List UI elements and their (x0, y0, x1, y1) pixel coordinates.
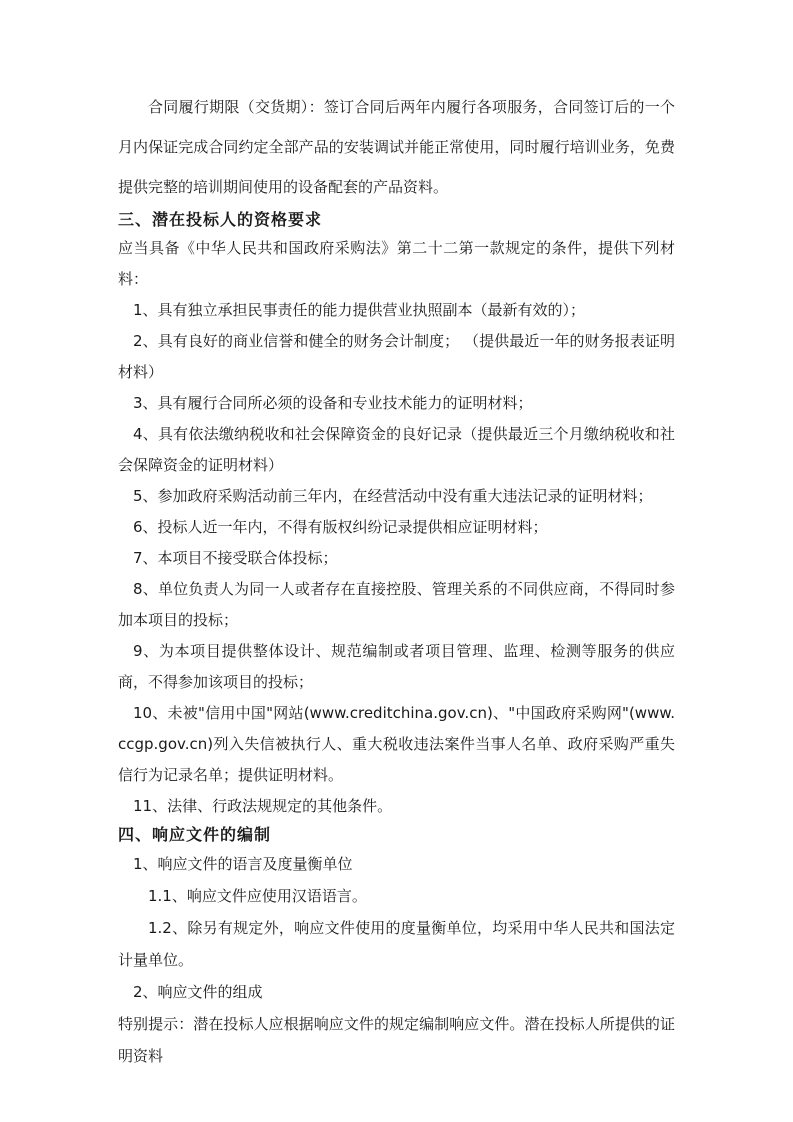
response-item-1-2: 1.2、除另有规定外，响应文件使用的度量衡单位，均采用中华人民共和国法定计量单位。 (118, 919, 675, 969)
qualification-item-9: 9、为本项目提供整体设计、规范编制或者项目管理、监理、检测等服务的供应商，不得参加该项目的投标； (118, 642, 675, 691)
special-note: 特别提示：潜在投标人应根据响应文件的规定编制响应文件。潜在投标人所提供的证明资料 (118, 1015, 675, 1065)
qualification-item-7: 7、本项目不接受联合体投标； (133, 549, 338, 567)
qualification-item-11: 11、法律、行政法规规定的其他条件。 (133, 797, 393, 815)
qualification-item-8: 8、单位负责人为同一人或者存在直接控股、管理关系的不同供应商，不得同时参加本项目的投标； (118, 580, 675, 629)
response-item-1-1: 1.1、响应文件应使用汉语语言。 (148, 887, 367, 905)
response-item-2: 2、响应文件的组成 (133, 983, 263, 1001)
contract-period-paragraph: 合同履行期限（交货期）：签订合同后两年内履行各项服务，合同签订后的一个月内保证完成合同约定全部产品的安装调试并能正常使用，同时履行培训业务，免费提供完整的培训期间使用的设备配套的产品资料。 (118, 98, 675, 196)
qualification-item-6: 6、投标人近一年内，不得有版权纠纷记录提供相应证明材料； (133, 518, 548, 536)
section4-heading: 四、响应文件的编制 (118, 825, 272, 844)
qualification-intro: 应当具备《中华人民共和国政府采购法》第二十二第一款规定的条件，提供下列材料： (118, 239, 675, 288)
qualification-item-3: 3、具有履行合同所必须的设备和专业技术能力的证明材料； (133, 394, 533, 412)
qualification-item-4: 4、具有依法缴纳税收和社会保障资金的良好记录（提供最近三个月缴纳税收和社会保障资金的证明材料） (118, 425, 675, 474)
response-item-1: 1、响应文件的语言及度量衡单位 (133, 855, 353, 873)
qualification-item-5: 5、参加政府采购活动前三年内，在经营活动中没有重大违法记录的证明材料； (133, 487, 653, 505)
qualification-item-1: 1、具有独立承担民事责任的能力提供营业执照副本（最新有效的）； (133, 301, 586, 319)
qualification-item-10: 10、未被"信用中国"网站(www.creditchina.gov.cn)、"中国政府采购网"(www.ccgp.gov.cn)列入失信被执行人、重大税收违法案件当事人名单、政府采购严重失信行为记录名单；提供证明材料。 (118, 704, 675, 784)
qualification-item-2: 2、具有良好的商业信誉和健全的财务会计制度； （提供最近一年的财务报表证明材料） (118, 332, 675, 381)
section3-heading: 三、潜在投标人的资格要求 (118, 210, 323, 229)
